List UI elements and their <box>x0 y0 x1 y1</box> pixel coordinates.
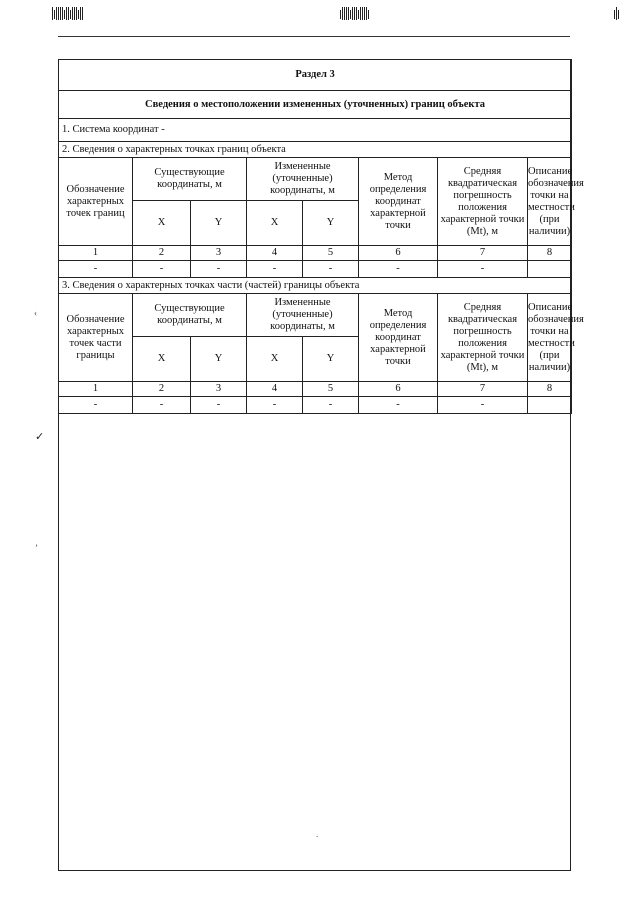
t1-cell: - <box>191 261 247 278</box>
t1-cell: - <box>438 261 528 278</box>
t1-y-existing: Y <box>191 201 247 246</box>
t1-num: 7 <box>438 246 528 261</box>
t2-col-existing: Существующие координаты, м <box>133 294 247 337</box>
t1-col-existing: Существующие координаты, м <box>133 158 247 201</box>
t1-col-error: Средняя квадратическая погрешность положения характерной точки (Mt), м <box>438 158 528 246</box>
t2-col-changed: Измененные (уточненные) координаты, м <box>247 294 359 337</box>
header-rule <box>58 36 570 37</box>
t1-col-method: Метод определения координат характерной точки <box>359 158 438 246</box>
t2-x-changed: X <box>247 337 303 382</box>
t1-cell: - <box>247 261 303 278</box>
t1-col-description: Описание обозначения точки на местности (при наличии) <box>528 158 572 246</box>
t1-x-changed: X <box>247 201 303 246</box>
t2-x-existing: X <box>133 337 191 382</box>
scan-mark: ’ <box>35 543 38 553</box>
t2-cell: - <box>359 397 438 414</box>
table2-caption: 3. Сведения о характерных точках части (частей) границы объекта <box>59 278 572 294</box>
t2-num: 3 <box>191 382 247 397</box>
t1-cell: - <box>303 261 359 278</box>
t2-cell: - <box>303 397 359 414</box>
t1-num: 8 <box>528 246 572 261</box>
t1-num: 4 <box>247 246 303 261</box>
t1-col-changed: Измененные (уточненные) координаты, м <box>247 158 359 201</box>
t2-cell: - <box>247 397 303 414</box>
t1-x-existing: X <box>133 201 191 246</box>
t2-num: 1 <box>59 382 133 397</box>
t2-cell: - <box>59 397 133 414</box>
t2-num: 5 <box>303 382 359 397</box>
t1-num: 3 <box>191 246 247 261</box>
coord-system: 1. Система координат - <box>59 119 572 142</box>
t1-cell: - <box>359 261 438 278</box>
t1-num: 1 <box>59 246 133 261</box>
t1-y-changed: Y <box>303 201 359 246</box>
barcode-left <box>52 7 83 20</box>
t2-col-description: Описание обозначения точки на местности (при наличии) <box>528 294 572 382</box>
barcode-center <box>340 7 369 20</box>
t2-num: 7 <box>438 382 528 397</box>
t2-y-existing: Y <box>191 337 247 382</box>
t2-col-designation: Обозначение характерных точек части границы <box>59 294 133 382</box>
t2-num: 6 <box>359 382 438 397</box>
t1-cell <box>528 261 572 278</box>
scan-mark: ‹ <box>34 308 37 318</box>
t2-cell <box>528 397 572 414</box>
scan-mark: ✓ <box>35 431 45 443</box>
t1-num: 5 <box>303 246 359 261</box>
section-title: Раздел 3 <box>59 60 572 91</box>
t2-cell: - <box>438 397 528 414</box>
t1-col-designation: Обозначение характерных точек границ <box>59 158 133 246</box>
t1-cell: - <box>133 261 191 278</box>
t2-num: 4 <box>247 382 303 397</box>
t1-num: 6 <box>359 246 438 261</box>
t2-num: 8 <box>528 382 572 397</box>
t1-cell: - <box>59 261 133 278</box>
t2-y-changed: Y <box>303 337 359 382</box>
t2-col-method: Метод определения координат характерной точки <box>359 294 438 382</box>
t2-cell: - <box>133 397 191 414</box>
t2-num: 2 <box>133 382 191 397</box>
section-table <box>58 59 584 414</box>
t2-cell: - <box>191 397 247 414</box>
t2-col-error: Средняя квадратическая погрешность положения характерной точки (Mt), м <box>438 294 528 382</box>
section-subtitle: Сведения о местоположении измененных (уточненных) границ объекта <box>59 91 572 119</box>
scan-mark: . <box>316 829 319 839</box>
barcode-right <box>614 7 620 20</box>
table1-caption: 2. Сведения о характерных точках границ объекта <box>59 142 572 158</box>
t1-num: 2 <box>133 246 191 261</box>
